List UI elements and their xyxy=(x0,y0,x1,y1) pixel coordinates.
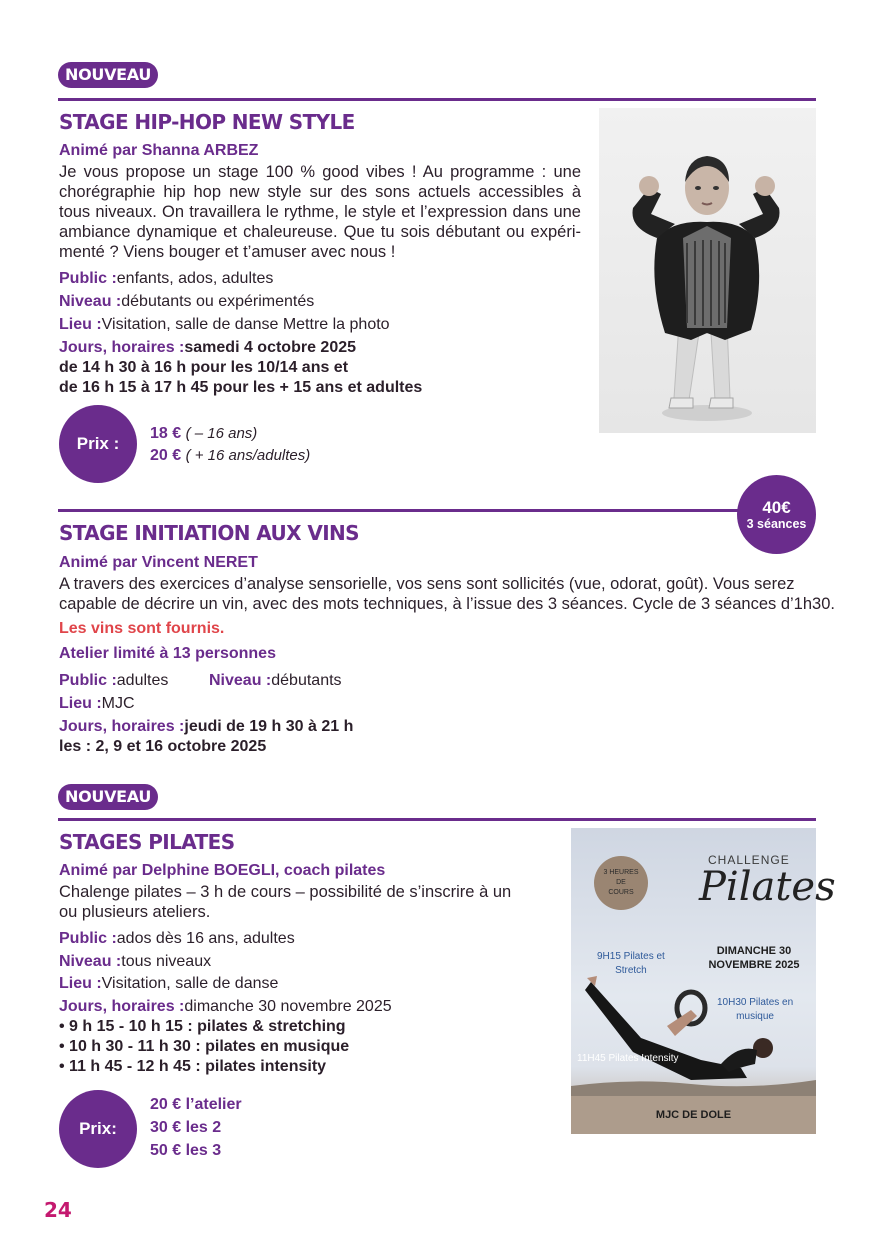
section-title: STAGE INITIATION AUX VINS xyxy=(59,521,359,545)
wine-notice: Les vins sont fournis. xyxy=(59,620,225,637)
price-item: 30 € les 2 xyxy=(150,1119,222,1136)
location-info: Lieu :Visitation, salle de danse Mettre la photo xyxy=(59,316,390,333)
public-info: Public :ados dès 16 ans, adultes xyxy=(59,930,295,947)
poster-challenge: CHALLENGE xyxy=(708,853,790,867)
price-circle: Prix: xyxy=(59,1090,137,1168)
price-badge: 40€ 3 séances xyxy=(737,475,816,554)
poster-slot: 10H30 Pilates en musique xyxy=(717,997,794,1022)
schedule-info: Jours, horaires :samedi 4 octobre 2025 xyxy=(59,339,357,356)
animator-name: Animé par Shanna ARBEZ xyxy=(59,142,259,159)
level-info: Niveau :débutants xyxy=(209,672,342,689)
price-item: 50 € les 3 xyxy=(150,1142,222,1159)
location-info: Lieu :MJC xyxy=(59,695,135,712)
section-title: STAGE HIP-HOP NEW STYLE xyxy=(59,110,355,134)
poster-date: DIMANCHE 30 NOVEMBRE 2025 xyxy=(708,945,800,971)
schedule-info: Jours, horaires :jeudi de 19 h 30 à 21 h xyxy=(59,718,354,735)
schedule-line: de 14 h 30 à 16 h pour les 10/14 ans et xyxy=(59,359,349,376)
pilates-poster xyxy=(571,828,836,1134)
schedule-line: de 16 h 15 à 17 h 45 pour les + 15 ans et adultes xyxy=(59,379,423,396)
level-info: Niveau :tous niveaux xyxy=(59,953,212,970)
pilates-figure xyxy=(571,968,816,1098)
section-divider xyxy=(58,818,816,821)
page-number: 24 xyxy=(44,1198,72,1222)
poster-script-title: Pilates xyxy=(699,864,836,910)
public-info: Public :enfants, ados, adultes xyxy=(59,270,274,287)
new-badge: NOUVEAU xyxy=(58,784,158,810)
price-circle: Prix : xyxy=(59,405,137,483)
section-title: STAGES PILATES xyxy=(59,830,235,854)
description: Chalenge pilates – 3 h de cours – possibilité de s’inscrire à un ou plusieurs ateliers. xyxy=(59,883,512,921)
new-badge: NOUVEAU xyxy=(58,62,158,88)
capacity-note: Atelier limité à 13 personnes xyxy=(59,645,276,662)
session-item: • 11 h 45 - 12 h 45 : pilates intensity xyxy=(59,1058,327,1075)
location-info: Lieu :Visitation, salle de danse xyxy=(59,975,279,992)
duration-circle: 3 HEURES DE COURS xyxy=(594,856,648,910)
session-item: • 10 h 30 - 11 h 30 : pilates en musique xyxy=(59,1038,350,1055)
animator-name: Animé par Vincent NERET xyxy=(59,554,258,571)
animator-name: Animé par Delphine BOEGLI, coach pilates xyxy=(59,862,386,879)
poster-footer: MJC DE DOLE xyxy=(571,1096,816,1134)
level-info: Niveau :débutants ou expérimentés xyxy=(59,293,315,310)
description: A travers des exercices d’analyse sensorielle, vos sens sont sollicités (vue, odorat, goût). Vous serez capable de décrire un vin, avec des mots techniques, à l’issue des 3 séances. Cycle de 3 séances d’1h30. xyxy=(59,575,835,613)
dancer-photo xyxy=(599,108,816,433)
poster-slot: 9H15 Pilates et Stretch xyxy=(597,951,665,976)
schedule-info: Jours, horaires :dimanche 30 novembre 2025 xyxy=(59,998,392,1015)
poster-slot: 11H45 Pilates Intensity xyxy=(577,1053,679,1064)
dancer-illustration xyxy=(599,108,816,433)
price-item: 20 € ( + 16 ans/adultes) xyxy=(150,447,311,464)
section-divider xyxy=(58,98,816,101)
price-item: 20 € l’atelier xyxy=(150,1096,242,1113)
description: Je vous propose un stage 100 % good vibes ! Au programme : une chorégraphie hip hop new style sur des sons actuels accessibles à tous niveaux. On travaillera le rythme, le style et l’expression dans une ambiance dynamique et chaleureuse. Que tu sois débutant ou expéri- menté ? Viens bouger et t’amuser avec nous ! xyxy=(59,163,581,261)
price-item: 18 € ( – 16 ans) xyxy=(150,425,258,442)
session-item: • 9 h 15 - 10 h 15 : pilates & stretching xyxy=(59,1018,346,1035)
public-info: Public :adultes xyxy=(59,672,169,689)
section-divider xyxy=(58,509,758,512)
schedule-line: les : 2, 9 et 16 octobre 2025 xyxy=(59,738,267,755)
